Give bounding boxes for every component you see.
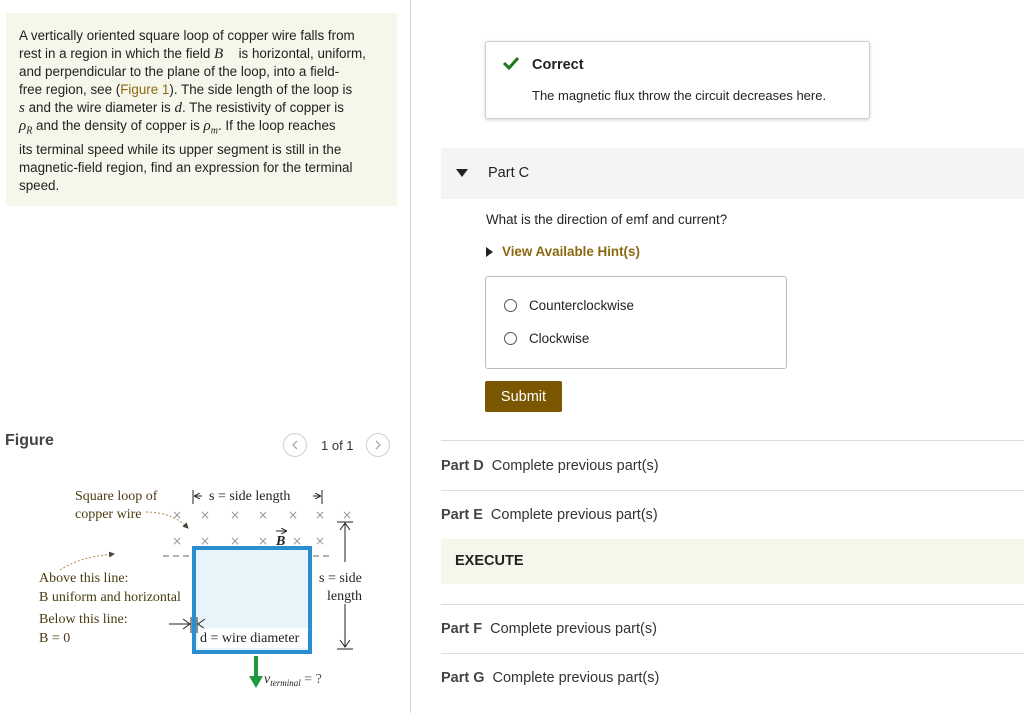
- problem-text: magnetic-field region, find an expression for the terminal: [19, 160, 353, 176]
- label-v-subscript: terminal: [270, 678, 301, 688]
- feedback-message: The magnetic flux throw the circuit decreases here.: [532, 88, 827, 103]
- x-mark: ×: [258, 534, 269, 548]
- option-clockwise-label: Clockwise: [529, 331, 590, 346]
- problem-math: ρ: [203, 118, 211, 135]
- figure-diagram: [30, 478, 400, 693]
- problem-text: A vertically oriented square loop of copper wire falls from: [19, 28, 355, 43]
- separator: [441, 604, 1024, 605]
- problem-line: [19, 159, 385, 177]
- problem-math: ρ: [19, 118, 27, 135]
- problem-math: d: [174, 100, 182, 117]
- submit-button[interactable]: Submit: [485, 381, 562, 412]
- x-mark: ×: [292, 534, 303, 548]
- figure-page-indicator: 1 of 1: [321, 437, 354, 453]
- execute-label: EXECUTE: [455, 553, 524, 569]
- separator: [441, 653, 1024, 654]
- figure-title: Figure: [5, 432, 54, 449]
- part-d-status: Complete previous part(s): [491, 458, 659, 474]
- option-counterclockwise[interactable]: [504, 298, 634, 313]
- part-f-row[interactable]: [441, 621, 657, 637]
- part-f-name: Part F: [441, 621, 483, 637]
- view-hints-label: View Available Hint(s): [502, 244, 640, 259]
- problem-text: . If the loop reaches: [217, 118, 336, 134]
- next-figure-button[interactable]: [366, 433, 390, 457]
- problem-math: s: [19, 100, 25, 117]
- problem-math: B⃗: [214, 46, 235, 63]
- x-mark: ×: [172, 508, 183, 522]
- separator: [441, 490, 1024, 491]
- problem-line: [19, 141, 385, 159]
- x-mark: ×: [288, 508, 299, 522]
- feedback-correct: [485, 41, 870, 119]
- problem-math: R: [26, 126, 33, 138]
- figure-link[interactable]: Figure 1: [120, 82, 170, 98]
- feedback-title: Correct: [532, 57, 584, 73]
- problem-text: is horizontal, uniform,: [234, 46, 366, 62]
- answer-options: [485, 276, 787, 369]
- option-counterclockwise-label: Counterclockwise: [529, 298, 634, 313]
- part-d-name: Part D: [441, 458, 484, 474]
- part-c-question: What is the direction of emf and current?: [486, 212, 728, 227]
- x-mark: ×: [200, 534, 211, 548]
- problem-line: [19, 81, 385, 99]
- problem-math: m: [210, 126, 218, 138]
- problem-line: [19, 45, 385, 63]
- svg-text:vterminal = ?: [264, 672, 322, 688]
- label-copper-wire: copper wire: [75, 507, 142, 522]
- part-g-name: Part G: [441, 670, 485, 686]
- part-c-label: Part C: [488, 165, 530, 181]
- problem-statement: [6, 13, 397, 206]
- label-side-length-top: s = side length: [209, 489, 291, 504]
- x-mark: ×: [230, 534, 241, 548]
- problem-line: [19, 177, 385, 195]
- execute-banner: [441, 539, 1024, 584]
- x-mark: ×: [315, 508, 326, 522]
- checkmark-icon: [502, 56, 520, 70]
- view-hints-link[interactable]: [486, 244, 640, 259]
- problem-text: ). The side length of the loop is: [169, 82, 353, 98]
- label-length-right: length: [327, 589, 362, 604]
- x-mark: ×: [315, 534, 326, 548]
- problem-line: [19, 27, 385, 45]
- part-d-row[interactable]: [441, 458, 659, 474]
- label-square-loop: Square loop of: [75, 489, 158, 504]
- problem-text: . The resistivity of copper is: [181, 100, 344, 116]
- problem-text: speed.: [19, 178, 60, 194]
- part-g-status: Complete previous part(s): [492, 670, 660, 686]
- x-mark: ×: [200, 508, 211, 522]
- problem-text: and the wire diameter is: [24, 100, 175, 116]
- x-mark: ×: [230, 508, 241, 522]
- label-below-line: Below this line:: [39, 612, 128, 627]
- problem-text: its terminal speed while its upper segment is still in the: [19, 142, 342, 158]
- chevron-left-icon: [291, 440, 299, 450]
- problem-text: and perpendicular to the plane of the loop, into a field-: [19, 64, 340, 80]
- part-f-status: Complete previous part(s): [490, 621, 657, 637]
- problem-line: [19, 117, 385, 141]
- part-e-row[interactable]: [441, 507, 658, 523]
- label-wire-diameter: d = wire diameter: [200, 631, 300, 646]
- label-b-uniform: B uniform and horizontal: [39, 590, 181, 605]
- separator: [441, 440, 1024, 441]
- label-above-line: Above this line:: [39, 571, 129, 586]
- x-mark: ×: [172, 534, 183, 548]
- figure-pager: [283, 432, 390, 458]
- problem-line: [19, 63, 385, 81]
- panel-divider: [410, 0, 411, 713]
- chevron-right-icon: [374, 440, 382, 450]
- problem-text: free region, see (: [19, 82, 121, 98]
- label-v-equals: = ?: [300, 672, 322, 687]
- radio-clockwise[interactable]: [504, 332, 517, 345]
- radio-counterclockwise[interactable]: [504, 299, 517, 312]
- x-mark: ×: [342, 508, 353, 522]
- part-e-status: Complete previous part(s): [490, 507, 658, 523]
- problem-line: [19, 99, 385, 117]
- problem-text: rest in a region in which the field: [19, 46, 215, 62]
- part-e-name: Part E: [441, 507, 483, 523]
- option-clockwise[interactable]: [504, 331, 589, 346]
- caret-down-icon: [456, 169, 468, 177]
- b-field-x-marks: [172, 508, 352, 548]
- problem-text: and the density of copper is: [32, 118, 204, 134]
- label-side-right: s = side: [319, 571, 362, 586]
- label-v: v: [264, 672, 271, 687]
- prev-figure-button[interactable]: [283, 433, 307, 457]
- label-b-zero: B = 0: [39, 631, 71, 646]
- x-mark: ×: [258, 508, 269, 522]
- part-g-row[interactable]: [441, 670, 659, 686]
- caret-right-icon: [486, 247, 493, 257]
- label-b-field: B: [276, 534, 286, 549]
- part-c-header[interactable]: [441, 148, 1024, 199]
